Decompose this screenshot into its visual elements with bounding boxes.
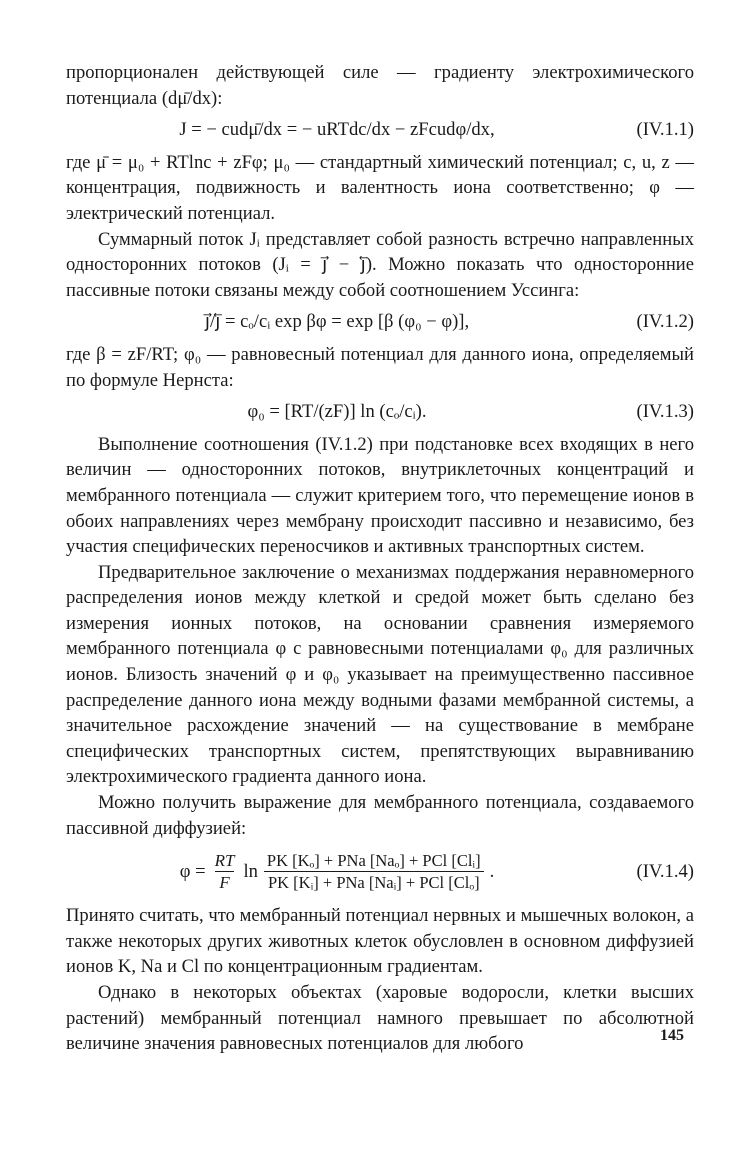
fraction-numerator: PK [Kₒ] + PNa [Naₒ] + PCl [Clᵢ] bbox=[266, 851, 481, 871]
fraction-numerator: RT bbox=[214, 851, 235, 871]
equation-number: (IV.1.3) bbox=[636, 401, 694, 423]
equation-number: (IV.1.1) bbox=[636, 119, 694, 141]
paragraph-total-flux: Суммарный поток Jᵢ представляет собой разность встречно направленных односторонних потоков (Jᵢ = j⃗ − j⃖). Можно показать что односторонние пассивные потоки связаны между собой соотношением Уссинга: bbox=[66, 228, 694, 301]
paragraph-plant-cells: Однако в некоторых объектах (харовые водоросли, клетки высших растений) мембранный потенциал намного превышает по абсолютной величине значения равновесных потенциалов для любого bbox=[66, 982, 694, 1055]
paragraph-criterion: Выполнение соотношения (IV.1.2) при подстановке всех входящих в него величин — односторонних потоков, внутриклеточных концентраций и мембранного потенциала — служит критерием того, что перемещение ионов в обоих направлениях через мембрану происходит пассивно и независимо, без участия специфических переносчиков и активных транспортных систем. bbox=[66, 433, 694, 558]
equation-iv-1-1 bbox=[66, 117, 694, 143]
paragraph-passive-diffusion: Можно получить выражение для мембранного потенциала, создаваемого пассивной диффузией: bbox=[66, 792, 694, 839]
equation-lhs: φ = bbox=[179, 860, 206, 882]
fraction-denominator: F bbox=[215, 871, 233, 893]
equation-number: (IV.1.4) bbox=[636, 860, 694, 882]
paragraph-beta-definition: где β = zF/RT; φ₀ — равновесный потенциал для данного иона, определяемый по формуле Нернста: bbox=[66, 343, 694, 391]
page-number: 145 bbox=[660, 1027, 684, 1044]
equation-iv-1-4 bbox=[66, 850, 694, 893]
fraction-denominator: PK [Kᵢ] + PNa [Naᵢ] + PCl [Clₒ] bbox=[264, 871, 484, 893]
fraction-permeabilities bbox=[263, 850, 485, 893]
equation-expression bbox=[66, 850, 608, 893]
equation-number: (IV.1.2) bbox=[636, 311, 694, 333]
equation-iv-1-3 bbox=[66, 399, 694, 425]
paragraph-nerve-fibres: Принято считать, что мембранный потенциал нервных и мышечных волокон, а также некоторых других животных клеток обусловлен в основном диффузией ионов K, Na и Cl по концентрационным градиентам. bbox=[66, 905, 694, 978]
equation-expression: j⃗/j⃖ = cₒ/cᵢ exp βφ = exp [β (φ₀ − φ)], bbox=[204, 311, 470, 333]
equation-iv-1-2 bbox=[66, 309, 694, 335]
paragraph-preliminary-conclusion: Предварительное заключение о механизмах поддержания неравномерного распределения ионов между клеткой и средой может быть сделано без измерения ионных потоков, на основании сравнения измеряемого мембранного потенциала φ с равновесными потенциалами φ₀ для различных ионов. Близость значений φ и φ₀ указывает на преимущественно пассивное распределение данного иона между водными фазами мембранной системы, а значительное расхождение значений — на существование в мембране специфических транспортных систем, препятствующих выравниванию электрохимического градиента данного иона. bbox=[66, 561, 694, 788]
paragraph-continued: пропорционален действующей силе — градиенту электрохимического потенциала (dμ̄/dx): bbox=[66, 62, 694, 109]
page-text bbox=[66, 60, 694, 1057]
equation-tail: . bbox=[489, 860, 495, 882]
equation-expression: J = − cudμ̄/dx = − uRTdc/dx − zFcudφ/dx, bbox=[179, 119, 495, 141]
paragraph-definitions: где μ̄ = μ₀ + RTlnc + zFφ; μ₀ — стандартный химический потенциал; c, u, z — концентрация, подвижность и валентность иона соответственно; φ — электрический потенциал. bbox=[66, 151, 694, 224]
ln-operator: ln bbox=[243, 860, 258, 882]
equation-expression: φ₀ = [RT/(zF)] ln (cₒ/cᵢ). bbox=[247, 401, 427, 423]
fraction-rt-over-f bbox=[211, 850, 239, 893]
